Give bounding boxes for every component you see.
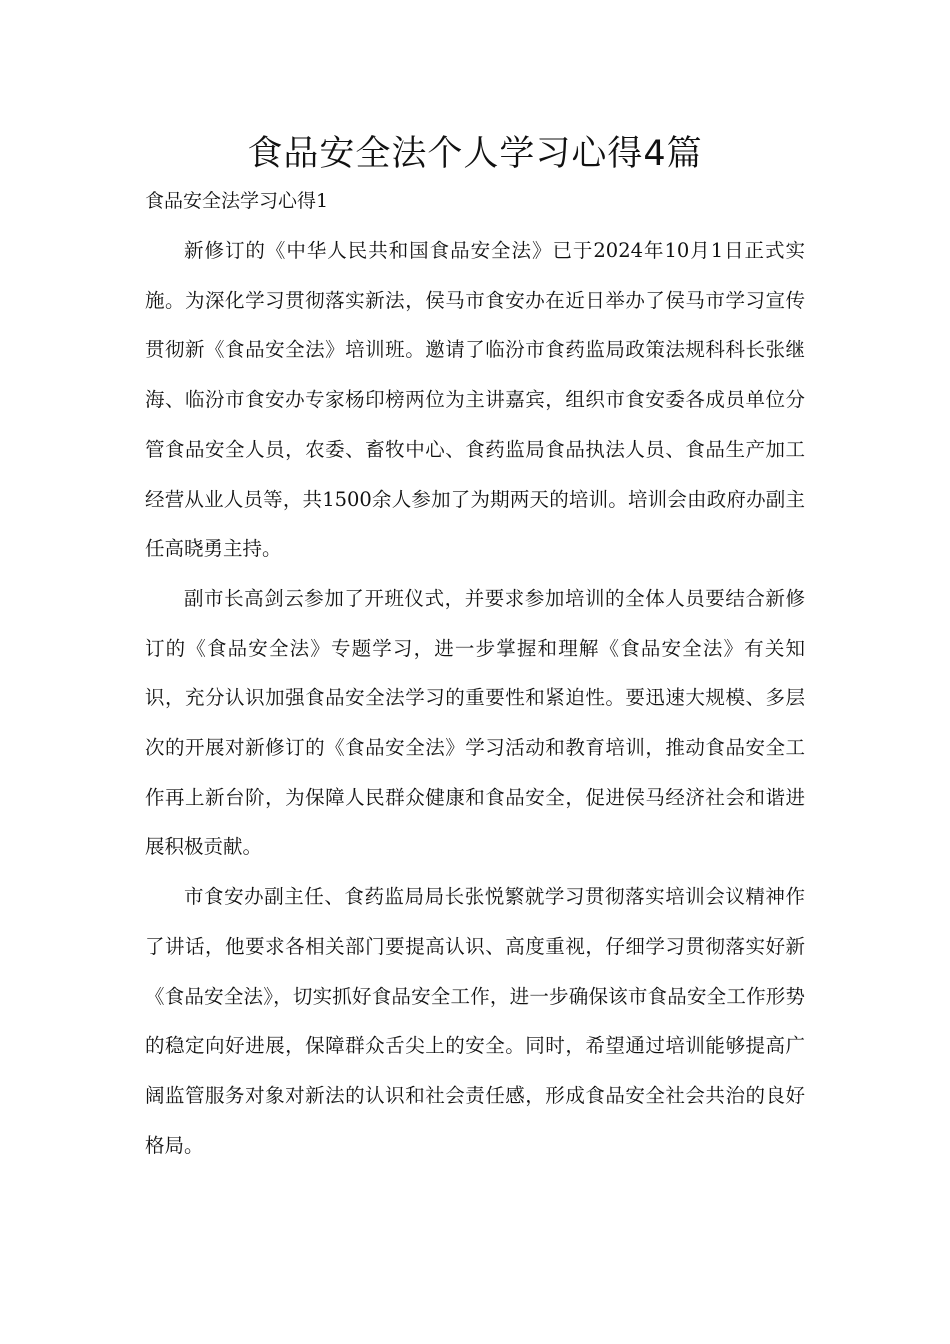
section-heading: 食品安全法学习心得1: [145, 190, 329, 212]
document-page: [145, 128, 805, 1170]
document-title: 食品安全法个人学习心得4篇: [247, 134, 703, 174]
paragraph-1: 新修订的《中华人民共和国食品安全法》已于2024年10月1日正式实施。为深化学习贯彻落实新法，侯马市食安办在近日举办了侯马市学习宣传贯彻新《食品安全法》培训班。邀请了临汾市食药监局政策法规科科长张继海、临汾市食安办专家杨印榜两位为主讲嘉宾，组织市食安委各成员单位分管食品安全人员，农委、畜牧中心、食药监局食品执法人员、食品生产加工经营从业人员等，共1500余人参加了为期两天的培训。培训会由政府办副主任高晓勇主持。: [145, 239, 805, 561]
paragraph-3: 市食安办副主任、食药监局局长张悦繁就学习贯彻落实培训会议精神作了讲话，他要求各相关部门要提高认识、高度重视，仔细学习贯彻落实好新《食品安全法》，切实抓好食品安全工作，进一步确保该市食品安全工作形势的稳定向好进展，保障群众舌尖上的安全。同时，希望通过培训能够提高广阔监管服务对象对新法的认识和社会责任感，形成食品安全社会共治的良好格局。: [145, 885, 805, 1157]
paragraph-2: 副市长高剑云参加了开班仪式，并要求参加培训的全体人员要结合新修订的《食品安全法》专题学习，进一步掌握和理解《食品安全法》有关知识，充分认识加强食品安全法学习的重要性和紧迫性。要迅速大规模、多层次的开展对新修订的《食品安全法》学习活动和教育培训，推动食品安全工作再上新台阶，为保障人民群众健康和食品安全，促进侯马经济社会和谐进展积极贡献。: [145, 586, 805, 859]
